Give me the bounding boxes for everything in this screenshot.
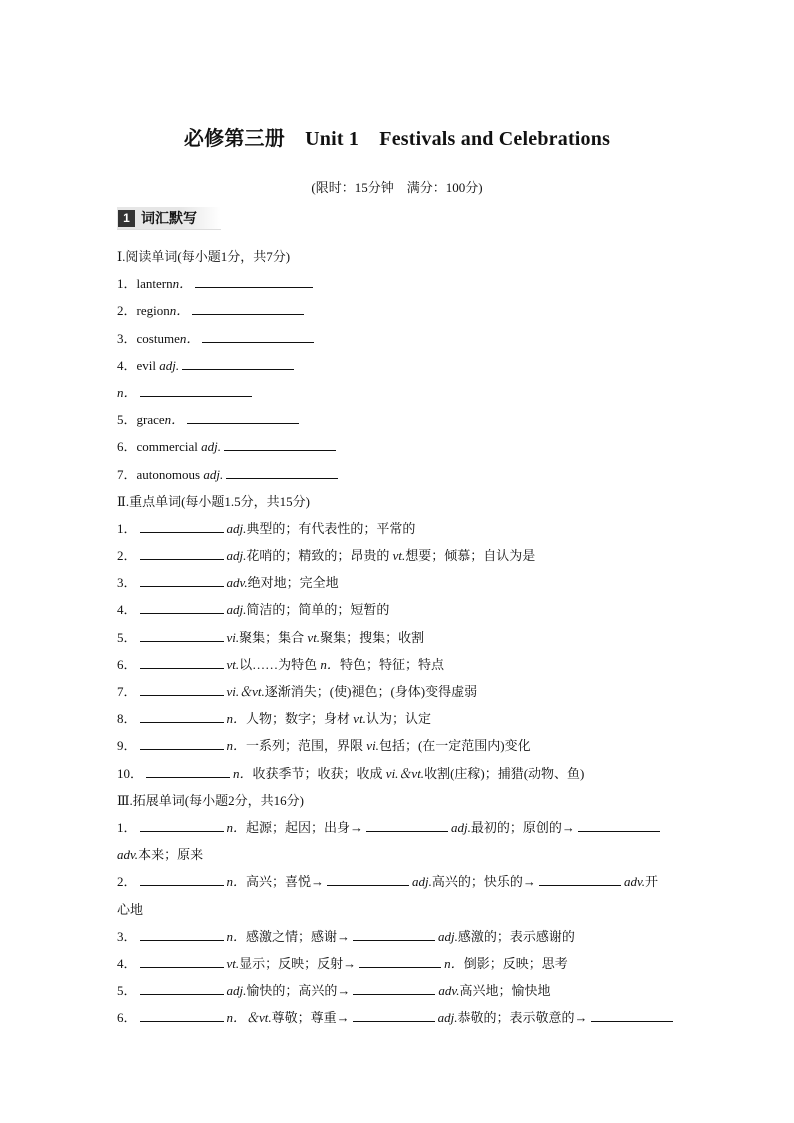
part2-item: 5． vi.聚集；集合 vt.聚集；搜集；收割 <box>117 624 682 651</box>
part1-item: 7．autonomous adj. <box>117 461 682 488</box>
answer-blank[interactable] <box>140 980 224 995</box>
part2-item: 3． adv.绝对地；完全地 <box>117 569 682 596</box>
answer-blank[interactable] <box>182 355 294 370</box>
part2-item: 6． vt.以……为特色 n．特色；特征；特点 <box>117 651 682 678</box>
part2-item: 8． n．人物；数字；身材 vt.认为；认定 <box>117 705 682 732</box>
answer-blank[interactable] <box>140 681 224 696</box>
answer-blank[interactable] <box>327 871 409 886</box>
part3-continuation: 心地 <box>117 901 144 917</box>
part1-item: 2．regionn． <box>117 297 682 324</box>
answer-blank[interactable] <box>140 708 224 723</box>
part3-item: 2． n．高兴；喜悦→ adj.高兴的；快乐的→ adv.开 <box>117 868 682 895</box>
answer-blank[interactable] <box>140 545 224 560</box>
answer-blank[interactable] <box>140 817 224 832</box>
part3-item: 6． n．＆vt.尊敬；尊重→ adj.恭敬的；表示敬意的→ <box>117 1004 682 1031</box>
part2-item: 9． n．一系列；范围，界限 vi.包括；(在一定范围内)变化 <box>117 732 682 759</box>
part1-item: 5．gracen． <box>117 406 682 433</box>
answer-blank[interactable] <box>192 300 304 315</box>
part3-item: 5． adj.愉快的；高兴的→ adv.高兴地；愉快地 <box>117 977 682 1004</box>
answer-blank[interactable] <box>187 409 299 424</box>
part2-item: 10． n．收获季节；收获；收成 vi.＆vt.收割(庄稼)；捕猎(动物、鱼) <box>117 760 682 787</box>
answer-blank[interactable] <box>140 654 224 669</box>
part1-heading: Ⅰ.阅读单词(每小题1分，共7分) <box>117 249 291 264</box>
part1-item: 3．costumen． <box>117 325 682 352</box>
answer-blank[interactable] <box>353 1007 435 1022</box>
part2-heading: Ⅱ.重点单词(每小题1.5分，共15分) <box>117 493 310 509</box>
answer-blank[interactable] <box>202 328 314 343</box>
answer-blank[interactable] <box>140 518 224 533</box>
part3-item: 3． n．感激之情；感谢→ adj.感激的；表示感谢的 <box>117 923 682 950</box>
answer-blank[interactable] <box>140 871 224 886</box>
answer-blank[interactable] <box>140 735 224 750</box>
part3-heading: Ⅲ.拓展单词(每小题2分，共16分) <box>117 792 304 808</box>
part3-continuation: adv.本来；原来 <box>117 847 204 863</box>
answer-blank[interactable] <box>140 599 224 614</box>
part2-item: 7． vi.＆vt.逐渐消失；(使)褪色；(身体)变得虚弱 <box>117 678 682 705</box>
answer-blank[interactable] <box>140 627 224 642</box>
section-number-badge: 1 <box>118 210 135 227</box>
answer-blank[interactable] <box>226 464 338 479</box>
answer-blank[interactable] <box>140 382 252 397</box>
answer-blank[interactable] <box>353 980 435 995</box>
answer-blank[interactable] <box>140 953 224 968</box>
part1-item: 6．commercial adj. <box>117 433 682 460</box>
answer-blank[interactable] <box>578 817 660 832</box>
answer-blank[interactable] <box>140 1007 224 1022</box>
part2-item: 1． adj.典型的；有代表性的；平常的 <box>117 515 682 542</box>
part2-item: 2． adj.花哨的；精致的；昂贵的 vt.想要；倾慕；自认为是 <box>117 542 682 569</box>
answer-blank[interactable] <box>591 1007 673 1022</box>
answer-blank[interactable] <box>195 273 313 288</box>
part1-item: 1．lanternn． <box>117 270 682 297</box>
section-title: 词汇默写 <box>141 211 197 227</box>
answer-blank[interactable] <box>224 436 336 451</box>
part1-item: 4．evil adj. <box>117 352 682 379</box>
answer-blank[interactable] <box>146 763 230 778</box>
part3-item: 4． vt.显示；反映；反射→ n．倒影；反映；思考 <box>117 950 682 977</box>
answer-blank[interactable] <box>366 817 448 832</box>
answer-blank[interactable] <box>353 926 435 941</box>
section-header <box>117 207 221 230</box>
part3-item: 1． n．起源；起因；出身→ adj.最初的；原创的→ <box>117 814 682 841</box>
page-title: 必修第三册 Unit 1 Festivals and Celebrations <box>183 128 611 150</box>
answer-blank[interactable] <box>359 953 441 968</box>
part1-item: n． <box>117 379 682 406</box>
answer-blank[interactable] <box>140 926 224 941</box>
exercise-content <box>117 243 682 1031</box>
answer-blank[interactable] <box>140 572 224 587</box>
part2-item: 4． adj.简洁的；简单的；短暂的 <box>117 596 682 623</box>
answer-blank[interactable] <box>539 871 621 886</box>
time-score-note: (限时：15分钟 满分：100分) <box>311 180 483 195</box>
